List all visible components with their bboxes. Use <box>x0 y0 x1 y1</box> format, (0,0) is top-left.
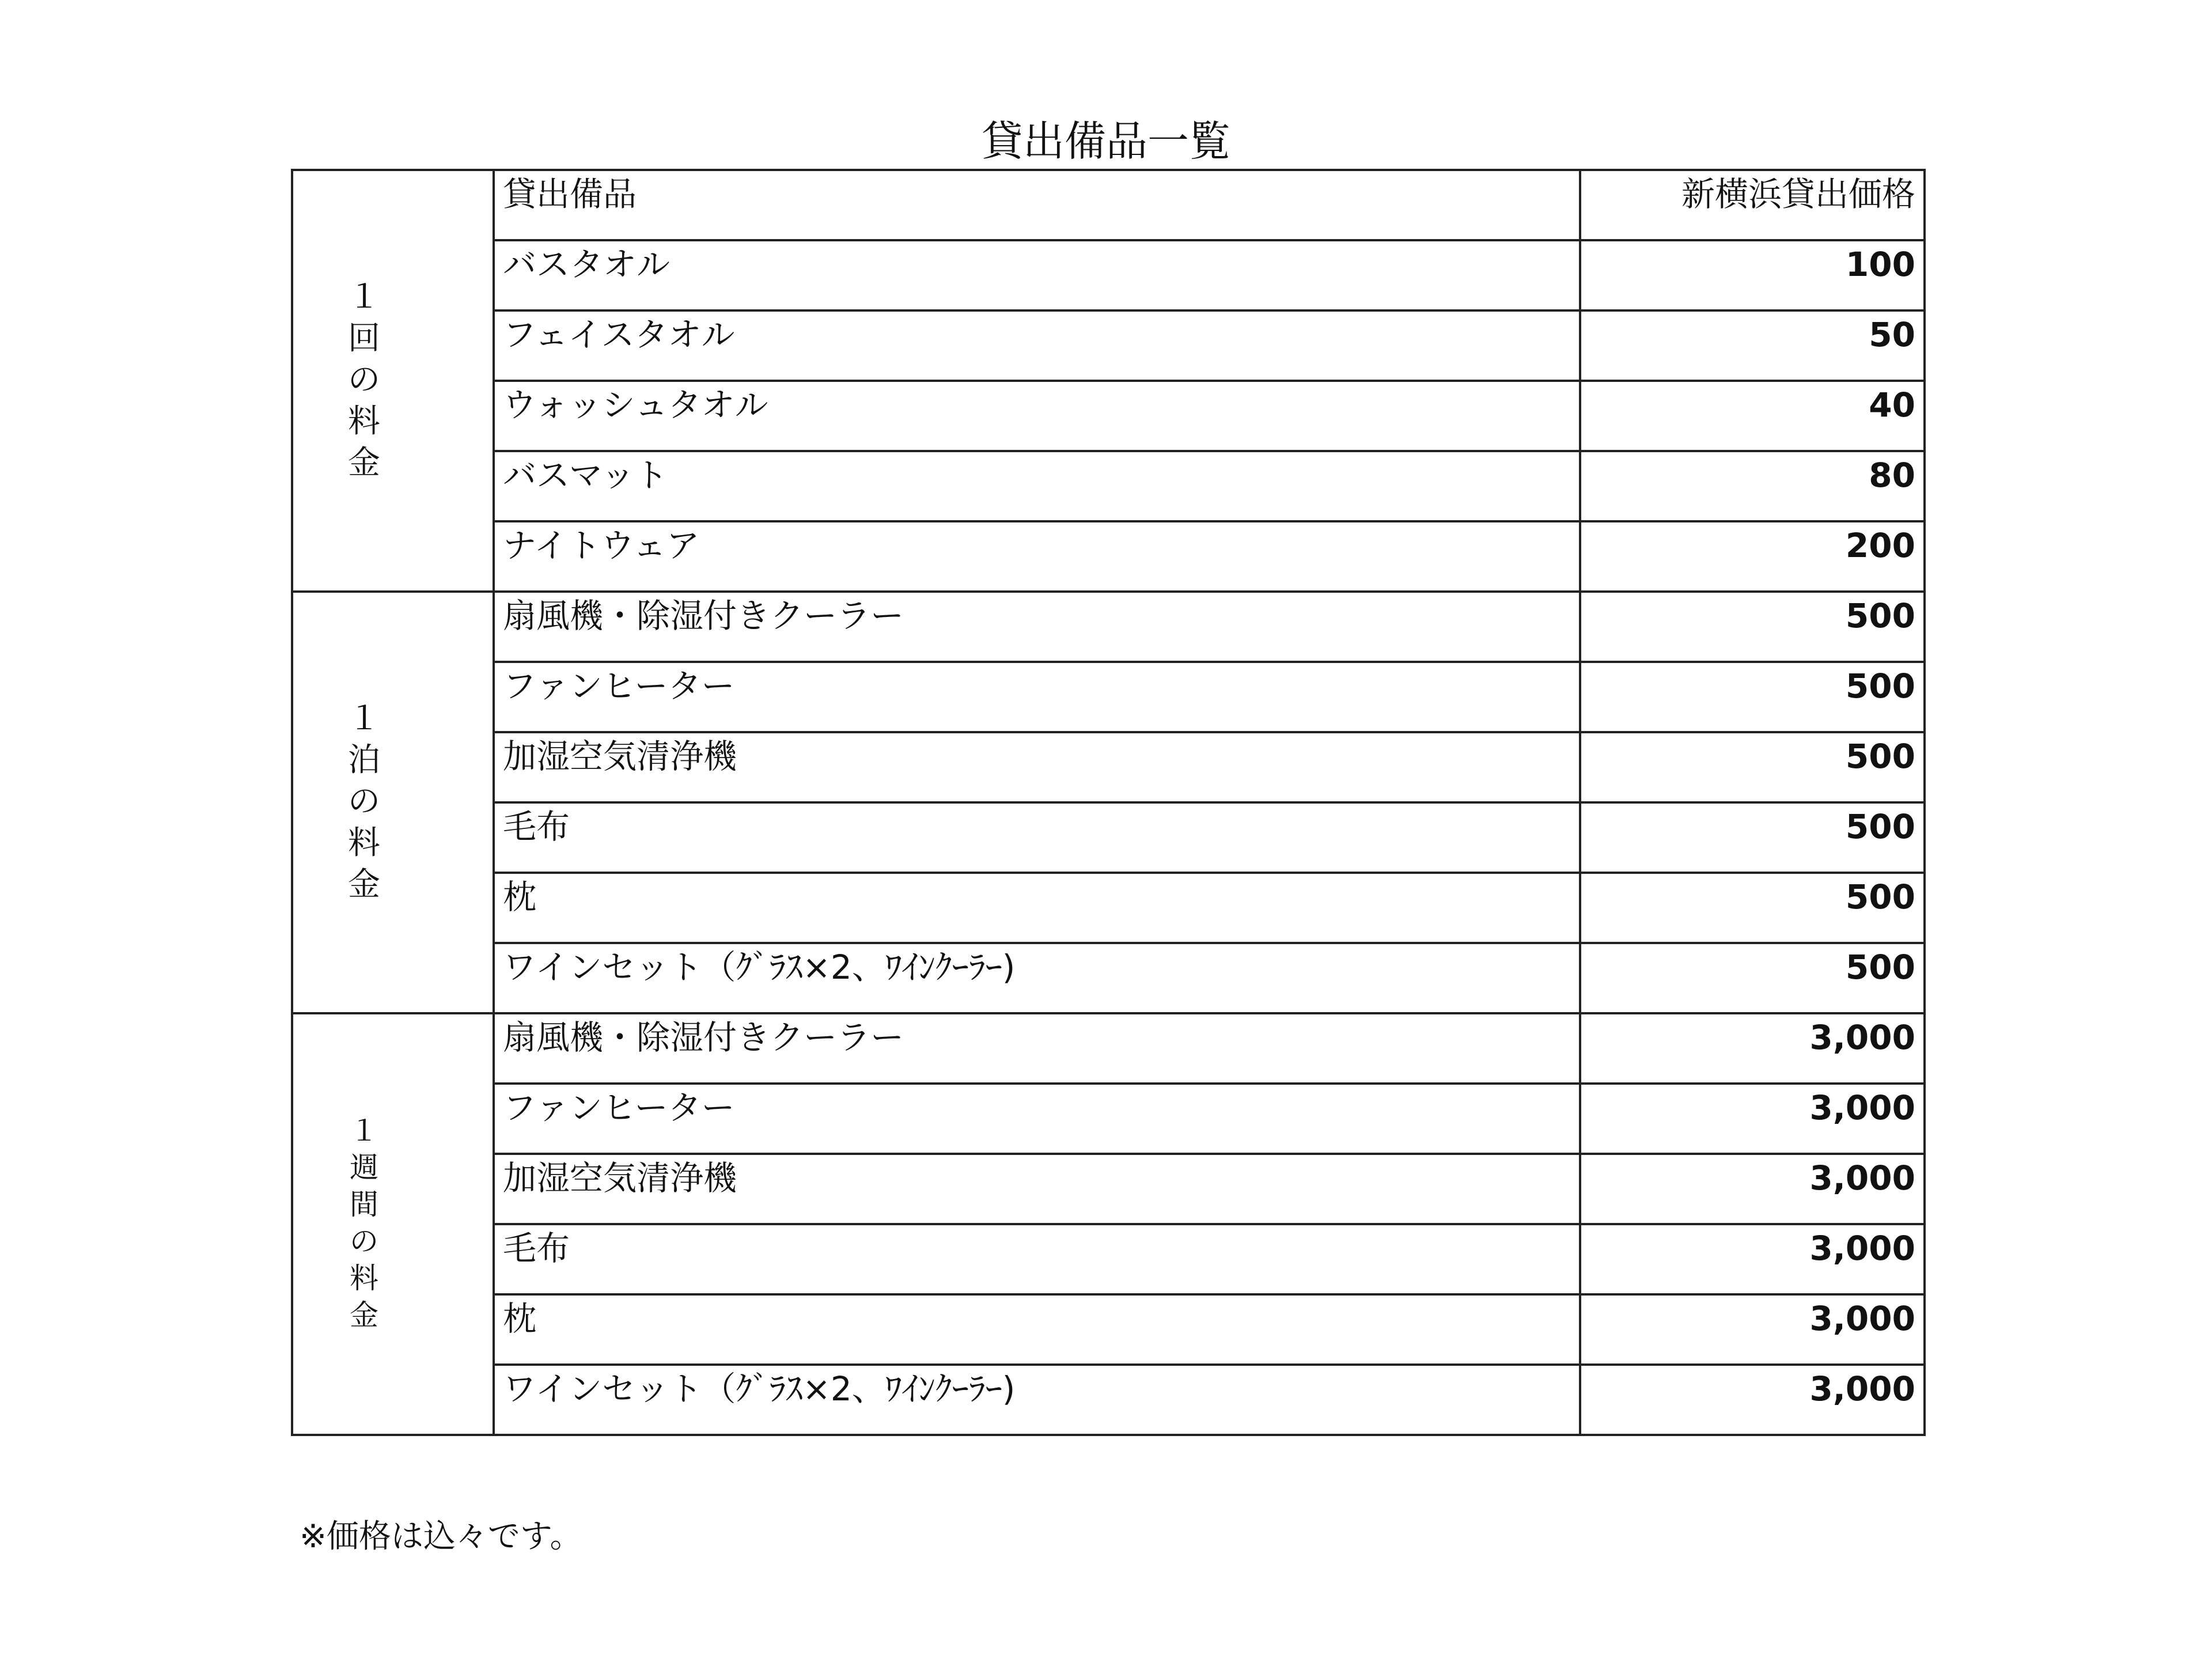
table-row <box>292 943 1925 1013</box>
table-row <box>292 310 1925 381</box>
rental-table <box>291 169 1926 1436</box>
item-price: 3,000 <box>1580 1294 1925 1365</box>
category-cell-week <box>292 1013 494 1435</box>
item-name: フェイスタオル <box>494 310 1580 381</box>
item-price: 80 <box>1580 451 1925 521</box>
table-row <box>292 802 1925 873</box>
item-price: 3,000 <box>1580 1013 1925 1084</box>
table-row <box>292 732 1925 802</box>
category-label: １回の料金 <box>348 278 380 482</box>
table-row <box>292 873 1925 943</box>
header-item: 貸出備品 <box>494 170 1580 240</box>
table-row <box>292 1224 1925 1294</box>
item-name: ワインセット（ｸﾞﾗｽ×2、ﾜｲﾝｸｰﾗｰ) <box>494 943 1580 1013</box>
item-price: 100 <box>1580 240 1925 310</box>
page-title: 貸出備品一覧 <box>981 117 1230 165</box>
item-price: 40 <box>1580 381 1925 451</box>
category-cell-night <box>292 592 494 1013</box>
item-price: 500 <box>1580 662 1925 732</box>
item-name: 扇風機・除湿付きクーラー <box>494 592 1580 662</box>
table-row <box>292 1084 1925 1154</box>
item-price: 3,000 <box>1580 1154 1925 1224</box>
table-row <box>292 1294 1925 1365</box>
table-header-row <box>292 170 1925 240</box>
table-row <box>292 240 1925 310</box>
item-name: ファンヒーター <box>494 1084 1580 1154</box>
header-price: 新横浜貸出価格 <box>1580 170 1925 240</box>
category-label: １泊の料金 <box>348 700 380 903</box>
item-name: 加湿空気清浄機 <box>494 732 1580 802</box>
item-name: 毛布 <box>494 1224 1580 1294</box>
item-price: 500 <box>1580 732 1925 802</box>
item-name: ファンヒーター <box>494 662 1580 732</box>
item-price: 3,000 <box>1580 1365 1925 1435</box>
category-label: １週間の料金 <box>350 1113 378 1332</box>
table-row <box>292 451 1925 521</box>
category-cell-once <box>292 170 494 592</box>
item-name: ワインセット（ｸﾞﾗｽ×2、ﾜｲﾝｸｰﾗｰ) <box>494 1365 1580 1435</box>
item-price: 50 <box>1580 310 1925 381</box>
table-row <box>292 1154 1925 1224</box>
item-name: 枕 <box>494 873 1580 943</box>
item-name: 加湿空気清浄機 <box>494 1154 1580 1224</box>
table-row <box>292 521 1925 592</box>
table-row <box>292 381 1925 451</box>
item-price: 500 <box>1580 943 1925 1013</box>
item-name: 毛布 <box>494 802 1580 873</box>
item-name: 枕 <box>494 1294 1580 1365</box>
item-name: 扇風機・除湿付きクーラー <box>494 1013 1580 1084</box>
item-price: 200 <box>1580 521 1925 592</box>
item-name: バスタオル <box>494 240 1580 310</box>
tax-note: ※価格は込々です。 <box>300 1518 582 1555</box>
item-price: 3,000 <box>1580 1084 1925 1154</box>
table-row <box>292 1013 1925 1084</box>
table-row <box>292 1365 1925 1435</box>
item-name: バスマット <box>494 451 1580 521</box>
item-price: 3,000 <box>1580 1224 1925 1294</box>
table-row <box>292 592 1925 662</box>
item-price: 500 <box>1580 802 1925 873</box>
table-row <box>292 662 1925 732</box>
item-name: ウォッシュタオル <box>494 381 1580 451</box>
item-name: ナイトウェア <box>494 521 1580 592</box>
item-price: 500 <box>1580 592 1925 662</box>
item-price: 500 <box>1580 873 1925 943</box>
